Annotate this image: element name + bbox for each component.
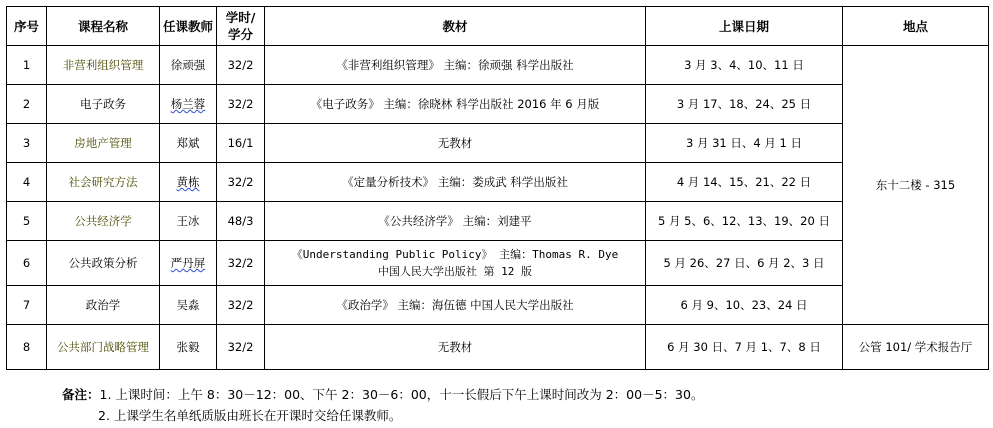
- cell-no: 1: [7, 46, 47, 85]
- cell-teacher: 王冰: [160, 202, 217, 241]
- notes: [62, 384, 703, 426]
- header-no: 序号: [7, 7, 47, 46]
- cell-hours: 16/1: [217, 124, 265, 163]
- header-dates: 上课日期: [646, 7, 843, 46]
- header-row: [7, 7, 989, 46]
- cell-course: 房地产管理: [47, 124, 160, 163]
- header-textbook: 教材: [265, 7, 646, 46]
- cell-no: 2: [7, 85, 47, 124]
- cell-hours: 32/2: [217, 163, 265, 202]
- cell-course: 公共部门战略管理: [47, 325, 160, 370]
- schedule-table: [6, 6, 989, 370]
- cell-location-last: 公管 101/ 学术报告厅: [843, 325, 989, 370]
- cell-dates: 5 月 5、6、12、13、19、20 日: [646, 202, 843, 241]
- table-row: [7, 202, 989, 241]
- cell-dates: 3 月 31 日、4 月 1 日: [646, 124, 843, 163]
- cell-hours: 32/2: [217, 325, 265, 370]
- table-row: [7, 46, 989, 85]
- cell-textbook: 《政治学》 主编：海伍德 中国人民大学出版社: [265, 286, 646, 325]
- cell-course: 公共经济学: [47, 202, 160, 241]
- teacher-name: 黄栋: [176, 175, 200, 189]
- cell-textbook: 无教材: [265, 124, 646, 163]
- cell-no: 6: [7, 241, 47, 286]
- cell-textbook: 《公共经济学》 主编：刘建平: [265, 202, 646, 241]
- cell-teacher: [160, 85, 217, 124]
- cell-no: 4: [7, 163, 47, 202]
- header-location: 地点: [843, 7, 989, 46]
- cell-hours: 32/2: [217, 241, 265, 286]
- cell-textbook: 无教材: [265, 325, 646, 370]
- teacher-name: 严丹屏: [170, 256, 206, 270]
- cell-teacher: 郑斌: [160, 124, 217, 163]
- cell-course: 政治学: [47, 286, 160, 325]
- cell-textbook: 《非营利组织管理》 主编：徐顽强 科学出版社: [265, 46, 646, 85]
- textbook-line: 中国人民大学出版社 第 12 版: [377, 265, 533, 278]
- note-item-1: 1. 上课时间：上午 8：30－12：00、下午 2：30－6：00，十一长假后下午上课时间改为 2：00－5：30。: [99, 387, 704, 402]
- cell-teacher: 吴淼: [160, 286, 217, 325]
- table-row: [7, 163, 989, 202]
- cell-location-main: 东十二楼 - 315: [843, 46, 989, 325]
- textbook-line: 《Understanding Public Policy》 主编：Thomas R. Dye: [291, 248, 619, 261]
- cell-course: 电子政务: [47, 85, 160, 124]
- cell-dates: 6 月 9、10、23、24 日: [646, 286, 843, 325]
- cell-textbook: [265, 241, 646, 286]
- cell-course: 公共政策分析: [47, 241, 160, 286]
- notes-label: 备注：: [62, 387, 100, 402]
- cell-hours: 32/2: [217, 46, 265, 85]
- teacher-name: 杨兰蓉: [170, 97, 206, 111]
- cell-course: 社会研究方法: [47, 163, 160, 202]
- cell-dates: 5 月 26、27 日、6 月 2、3 日: [646, 241, 843, 286]
- cell-teacher: [160, 163, 217, 202]
- cell-dates: 4 月 14、15、21、22 日: [646, 163, 843, 202]
- cell-hours: 32/2: [217, 286, 265, 325]
- header-course: 课程名称: [47, 7, 160, 46]
- table-row: [7, 286, 989, 325]
- cell-hours: 48/3: [217, 202, 265, 241]
- cell-textbook: 《定量分析技术》 主编：娄成武 科学出版社: [265, 163, 646, 202]
- note-line-1: [62, 384, 703, 405]
- note-item-2: 2. 上课学生名单纸质版由班长在开课时交给任课教师。: [98, 408, 402, 423]
- table-row: [7, 325, 989, 370]
- cell-dates: 6 月 30 日、7 月 1、7、8 日: [646, 325, 843, 370]
- cell-teacher: 张毅: [160, 325, 217, 370]
- table-row: [7, 124, 989, 163]
- cell-teacher: 徐顽强: [160, 46, 217, 85]
- cell-hours: 32/2: [217, 85, 265, 124]
- cell-no: 8: [7, 325, 47, 370]
- cell-no: 5: [7, 202, 47, 241]
- cell-course: 非营利组织管理: [47, 46, 160, 85]
- cell-no: 3: [7, 124, 47, 163]
- cell-dates: 3 月 17、18、24、25 日: [646, 85, 843, 124]
- table-row: [7, 85, 989, 124]
- cell-no: 7: [7, 286, 47, 325]
- cell-textbook: 《电子政务》 主编：徐晓林 科学出版社 2016 年 6 月版: [265, 85, 646, 124]
- header-hours: 学时/学分: [217, 7, 265, 46]
- table-row: [7, 241, 989, 286]
- cell-teacher: [160, 241, 217, 286]
- cell-dates: 3 月 3、4、10、11 日: [646, 46, 843, 85]
- header-teacher: 任课教师: [160, 7, 217, 46]
